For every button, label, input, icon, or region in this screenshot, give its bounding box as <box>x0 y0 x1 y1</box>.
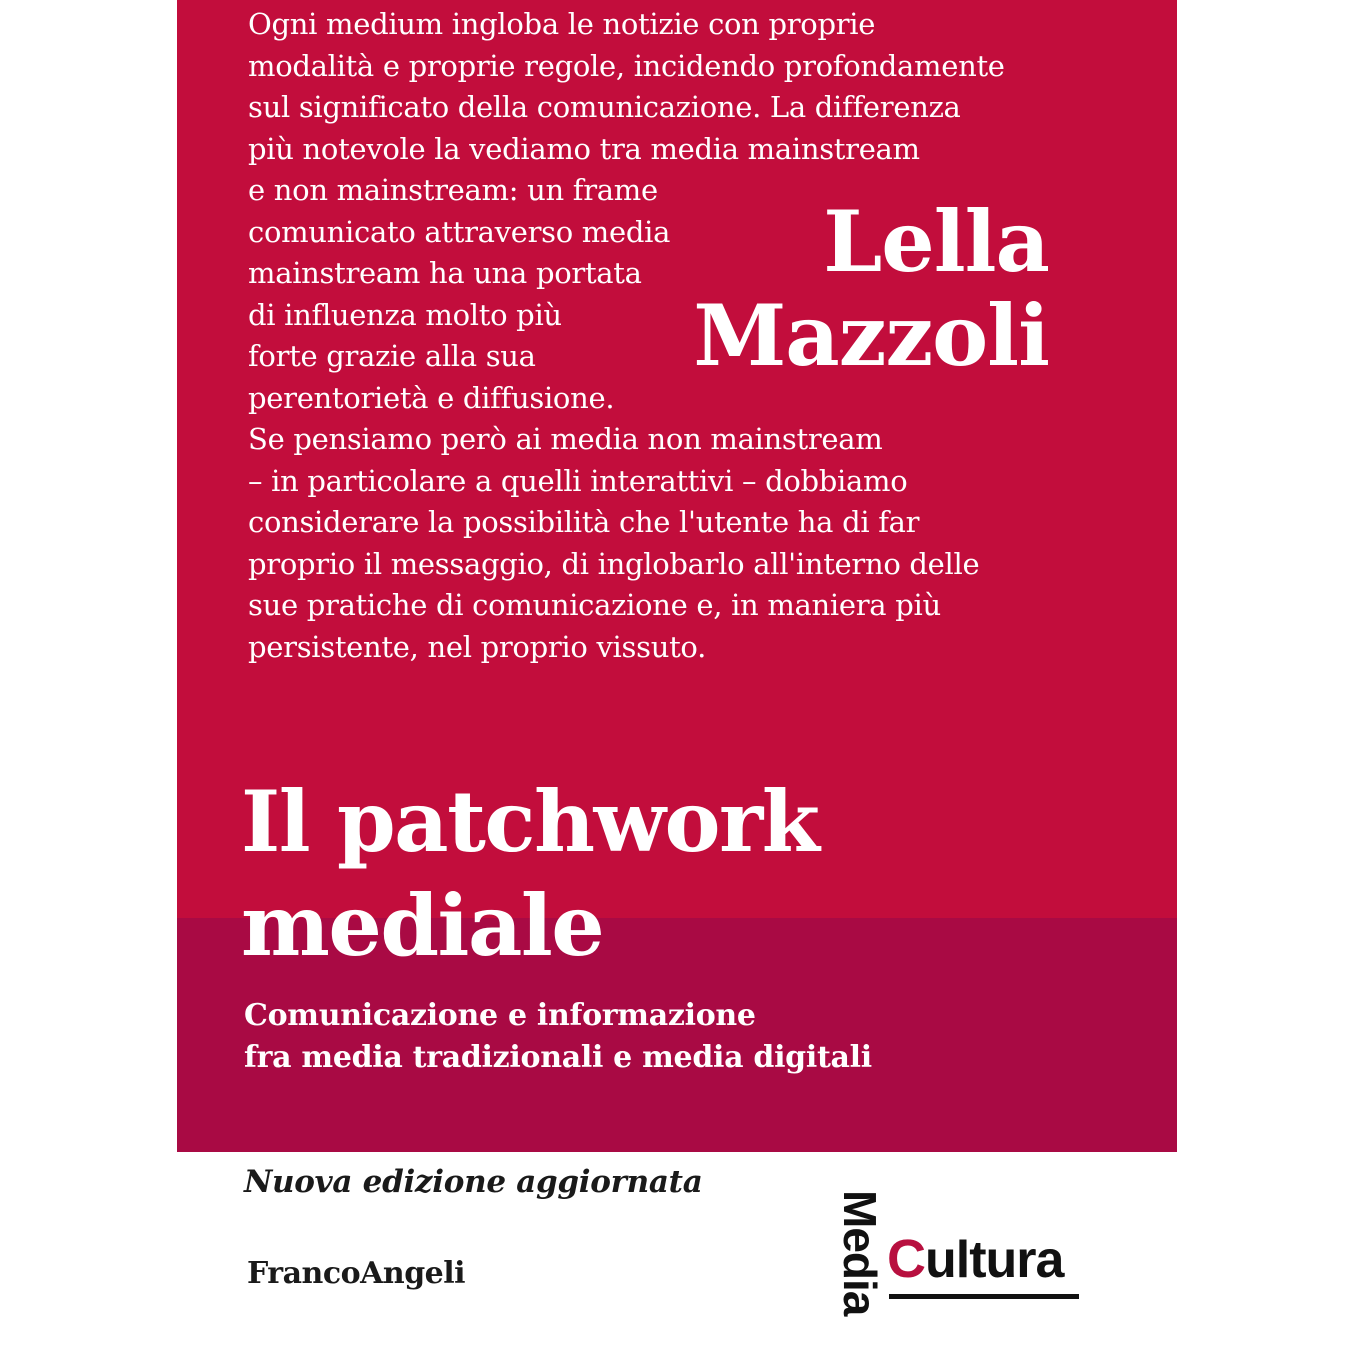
subtitle-line-1: Comunicazione e informazione <box>244 998 756 1033</box>
series-logo-rule <box>889 1294 1079 1299</box>
author-first-name: Lella <box>823 192 1049 291</box>
blurb-line: perentorietà e diffusione. <box>248 380 615 415</box>
author-last-name: Mazzoli <box>693 286 1049 385</box>
blurb-line: persistente, nel proprio vissuto. <box>248 629 706 664</box>
book-cover <box>177 0 1177 1349</box>
subtitle-line-2: fra media tradizionali e media digitali <box>244 1040 872 1075</box>
blurb-line: considerare la possibilità che l'utente ha di far <box>248 505 920 539</box>
blurb-line: sue pratiche di comunicazione e, in maniera più <box>248 588 941 622</box>
book-subtitle <box>244 995 872 1079</box>
blurb-line: sul significato della comunicazione. La differenza <box>248 90 961 124</box>
blurb-line: Se pensiamo però ai media non mainstream <box>248 422 883 456</box>
blurb-line: – in particolare a quelli interattivi – dobbiamo <box>248 463 908 498</box>
blurb-line: comunicato attraverso media <box>248 214 671 249</box>
blurb-line: più notevole la vediamo tra media mainstream <box>248 131 920 166</box>
blurb-line: e non mainstream: un frame <box>248 173 658 207</box>
title-line-2: mediale <box>241 876 604 975</box>
blurb-line: mainstream ha una portata <box>248 256 642 290</box>
publisher-name: FrancoAngeli <box>247 1256 466 1291</box>
blurb-line: di influenza molto più <box>248 297 562 332</box>
blurb-line: modalità e proprie regole, incidendo profondamente <box>248 48 1005 83</box>
series-logo <box>834 1190 1087 1349</box>
series-logo-initial: C <box>887 1229 926 1289</box>
blurb-line: Ogni medium ingloba le notizie con proprie <box>248 7 876 41</box>
blurb-line: proprio il messaggio, di inglobarlo all'interno delle <box>248 546 980 581</box>
book-title <box>241 770 818 978</box>
edition-note: Nuova edizione aggiornata <box>244 1164 703 1200</box>
blurb-line: forte grazie alla sua <box>248 339 536 373</box>
series-logo-vertical-text: Media <box>834 1190 886 1316</box>
author-name <box>693 192 1049 385</box>
series-logo-text: ultura <box>925 1231 1064 1289</box>
title-line-1: Il patchwork <box>241 772 819 871</box>
